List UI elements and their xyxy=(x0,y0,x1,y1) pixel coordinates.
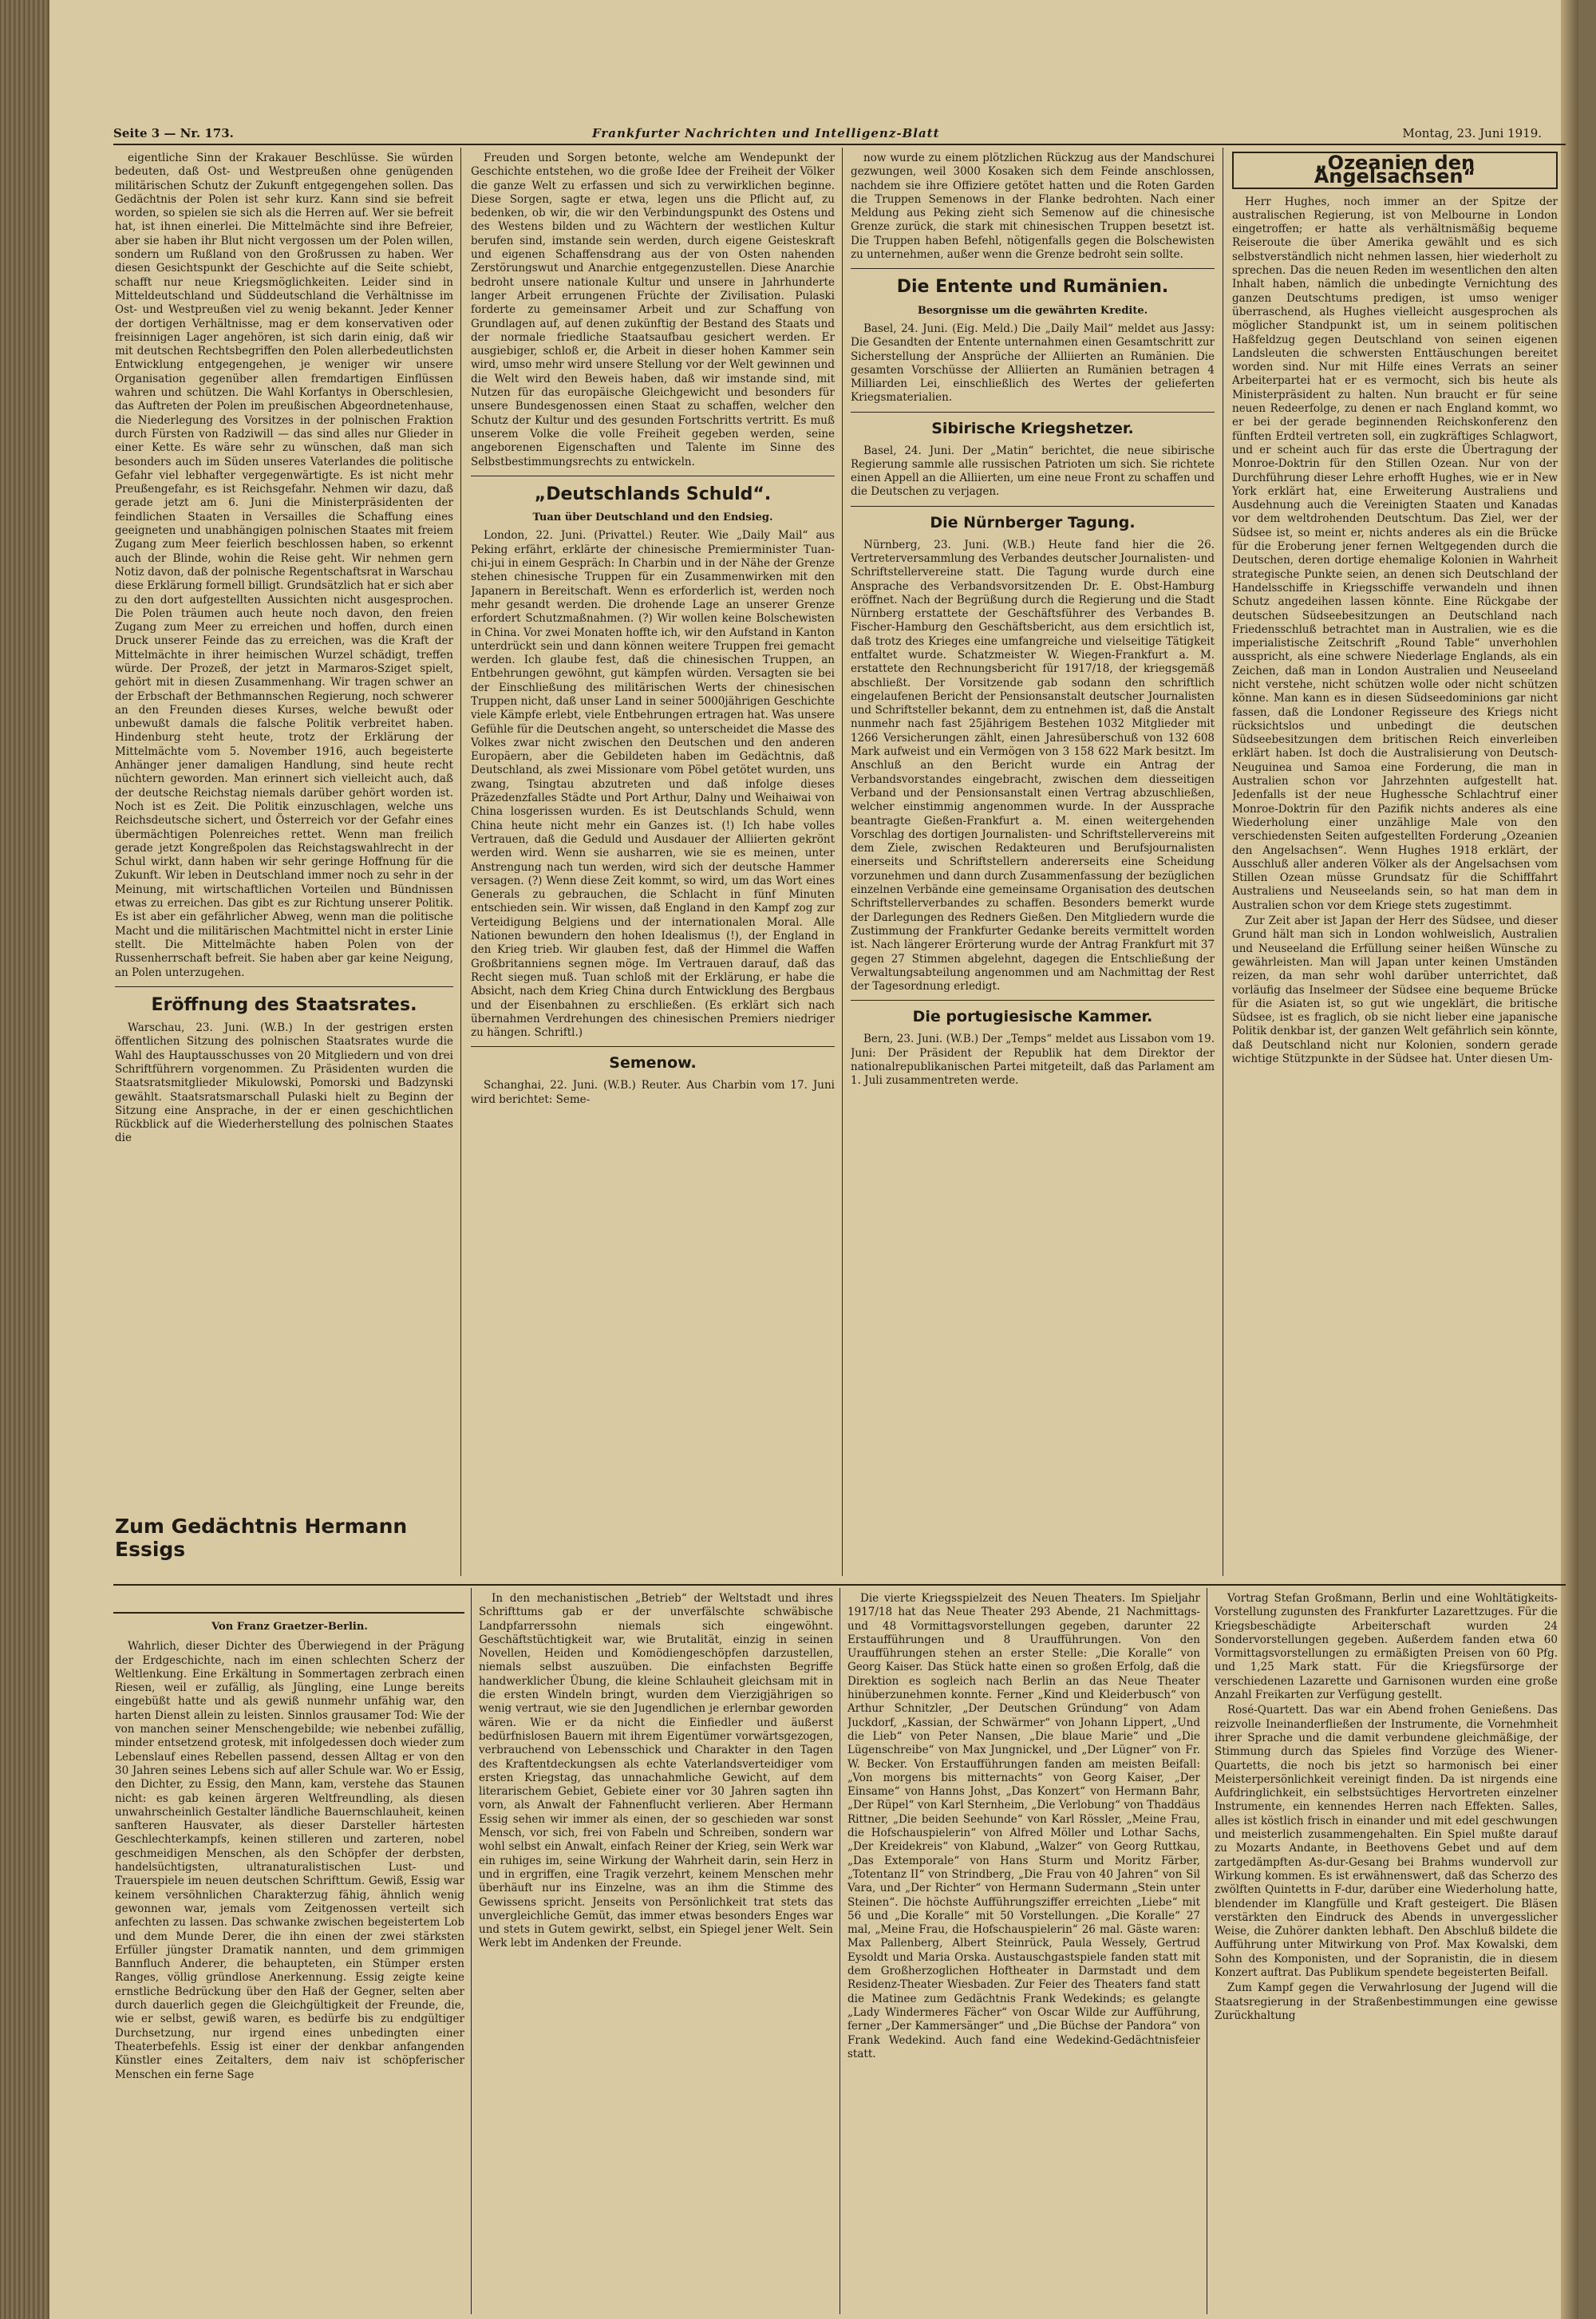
feature-text: Wahrlich, dieser Dichter des Überwiegend in der Prägung der Erdgeschichte, nach im einen schlechten Scherz der Weltlenkung. Eine Erkältung in Sommertagen zerbrach einen Riesen, weil er zufällig, als Jüngling, eine Lunge bereits eingebüßt hatte und als gewiß nunmehr unfähig war, den harten Dienst allein zu leisten. Sinnlos grausamer Tod: Wie der von manchen seiner Menschengebilde; wie nebenbei zufällig, minder entsetzend grotesk, mit infolgedessen doch wieder zum Lebenslauf eines Rebellen passend, dessen Alltag er von den 30 Jahren seines Lebens sich auf aller Schule war. Wo er Essig, den Dichter, zu Essig, den Mann, kam, verstehe das Staunen nicht: es gab keinen ärgeren Weltfreundling, als diesen unwahrscheinlich Gestalter ländliche Bauernschlauheit, keinen sanfteren Hausvater, als dieser Darsteller härtesten Geschlechterkampfs, keinen stilleren und zarteren, nobel geschmeidigen Menschen, als den Schöpfer der derbsten, handelsüchtigsten, ultranaturalistischen Lust- und Trauerspiele im neuen deutschen Schrifttum. Gewiß, Essig war keinem versöhnlichen Charakterzug fähig, ähnlich wenig gewonnen war, jemals vom Zeitgenossen verteilt sich anfechten zu lassen. Das schwanke zwischen begeistertem Lob und dem Munde Derer, die ihn einen der zwei stärksten Erfüller jüngster Dramatik nannten, und dem grimmigen Bannfluch Anderer, die behaupteten, ein Stümper ersten Ranges, völlig gründlose Anerkennung. Essig zeigte keine ernstliche Bedrückung über den Haß der Gegner, selten aber durch dauerlich gegen die Gleichgültigkeit der Freunde, die, wie er selbst, gewiß waren, es bedürfe bis zu endgültiger Durchsetzung, nur irgend eines unbedingten einer Theaterbefehls. Essig ist einer der denkbar anfangenden Künstler eines Zeitalters, dem naiv ist schöpferischer Menschen ein ferne Sage xyxy=(115,1640,464,2081)
column-divider xyxy=(842,148,843,1576)
article-text: Basel, 24. Juni. Der „Matin“ berichtet, die neue sibirische Regierung sammle alle russischen Patrioten um sich. Sie richtete einen Appell an die Alliierten, um eine neue Front zu schaffen und die Deutschen zu verjagen. xyxy=(851,444,1215,499)
feature-title: Zum Gedächtnis Hermann Essigs xyxy=(115,1515,408,1561)
feature-column-2 xyxy=(479,1592,833,2314)
newspaper-page xyxy=(49,0,1578,2319)
book-binding xyxy=(0,0,49,2319)
article-rule xyxy=(851,1000,1215,1001)
subheadline: Besorgnisse um die gewährten Kredite. xyxy=(917,304,1148,317)
feature-author: Von Franz Graetzer-Berlin. xyxy=(211,1621,368,1633)
article-rule xyxy=(851,412,1215,413)
article-text: London, 22. Juni. (Privattel.) Reuter. Wie „Daily Mail“ aus Peking erfährt, erklärte der chinesische Premierminister Tuan-chi-jui in einem Gespräch: In Charbin und in der Nähe der Grenze stehen chinesische Truppen für ein Zusammenwirken mit den Japanern in Bereitschaft. Wenn es erforderlich ist, werden noch mehr gesandt werden. Die drohende Lage an unserer Grenze erfordert Schutzmaßnahmen. (?) Wir wollen keine Bolschewisten in China. Vor zwei Monaten hoffte ich, wir den Aufstand in Kanton unterdrückt sein und dann können weitere Truppen frei gemacht werden. Ich glaube fest, daß die chinesischen Truppen, an Entbehrungen gewöhnt, gut kämpfen würden. Versagten sie bei der Einschließung des militärischen Werts der chinesischen Truppen nicht, daß unser Land in seiner 5000jährigen Geschichte viele Kämpfe erlebt, viele Entbehrungen ertragen hat. Was unsere Gefühle für die Deutschen angeht, so unterscheidet die Masse des Volkes zwar nicht zwischen den Deutschen und den anderen Europäern, aber die Gebildeten haben im Gedächtnis, daß Deutschland, als zwei Missionare vom Pöbel getötet wurden, uns zwang, Tsingtau abzutreten und daß infolge dieses Präzedenzfalles Städte und Port Arthur, Dalny und Weihaiwai von China losgerissen wurden. Es ist Deutschlands Schuld, wenn China heute nicht mehr ein Ganzes ist. (!) Ich habe volles Vertrauen, daß die Geduld und Ausdauer der Alliierten gekrönt werden wird. Wenn sie ausharren, wie sie es meinen, unter Anstrengung nach tun werden, wird sich der deutsche Hammer versagen. (?) Wenn diese Zeit kommt, so wird, um das Wort eines Generals zu gebrauchen, die Schlacht in fünf Minuten entschieden sein. Wir wissen, daß England in den Kampf zog zur Verteidigung Belgiens und der internationalen Moral. Alle Nationen bewundern den hohen Idealismus (!), der England in den Krieg trieb. Wir glauben fest, daß der Himmel die Waffen Großbritanniens segnen möge. Im Vertrauen darauf, daß das Recht siegen muß. Tuan schloß mit der Erklärung, er habe die Absicht, nach dem Krieg China durch Entwicklung des Bergbaus und der Eisenbahnen zu erschließen. (Es erklärt sich nach übernahmen Verdrehungen des chinesischen Premiers niedriger zu hängen. Schriftl.) xyxy=(471,529,835,1040)
article-text: Nürnberg, 23. Juni. (W.B.) Heute fand hier die 26. Vertreterversammlung des Verbandes deutscher Journalisten- und Schriftstellervereine statt. Die Tagung wurde durch eine Ansprache des Verbandsvorsitzenden Dr. E. Obst-Hamburg eröffnet. Nach der Begrüßung durch die Regierung und die Stadt Nürnberg erstattete der Geschäftsführer des Verbandes B. Fischer-Hamburg den Geschäftsbericht, aus dem ersichtlich ist, daß trotz des Krieges eine umfangreiche und vielseitige Tätigkeit entfaltet wurde. Schatzmeister W. Wiegen-Frankfurt a. M. erstattete den Rechnungsbericht für 1917/18, der kriegsgemäß abschließt. Der Vorsitzende gab sodann den schriftlich eingelaufenen Bericht der Pensionsanstalt deutscher Journalisten und Schriftsteller bekannt, dem zu entnehmen ist, daß die Anstalt nunmehr nach fast 25jährigem Bestehen 1032 Mitglieder mit 1266 Versicherungen zählt, einen Jahresüberschuß von 132 608 Mark aufweist und ein Vermögen von 3 158 622 Mark besitzt. Im Anschluß an den Bericht wurde ein Antrag der Verbandsvorstandes eingebracht, zwischen dem diesseitigen Verband und der Pensionsanstalt einen Vertrag abzuschließen, welcher einstimmig angenommen wurde. In der Aussprache beantragte Gießen-Frankfurt a. M. einen weitergehenden Vorschlag des dortigen Journalisten- und Schriftstellervereins mit dem Ziele, zwischen Redakteuren und Berufsjournalisten einerseits und Schriftstellern andererseits eine Scheidung vorzunehmen und dann durch Zusammenfassung der bezüglichen einzelnen Verbände eine gemeinsame Organisation des deutschen Schriftstellerverbandes zu schaffen. Besonders bemerkt wurde der Darlegungen des Redners Gießen. Den Mitgliedern wurde die Zustimmung der Frankfurter Gedanke bereits vermittelt worden ist. Nach längerer Erörterung wurde der Antrag Frankfurt mit 37 gegen 27 Stimmen abgelehnt, dagegen die Entschließung der Verwaltungsabteilung angenommen und am Nachmittag der Rest der Tagesordnung erledigt. xyxy=(851,538,1215,994)
masthead: Frankfurter Nachrichten und Intelligenz-Blatt xyxy=(592,126,940,140)
column-divider xyxy=(839,1588,840,2314)
headline-staatsrat: Eröffnung des Staatsrates. xyxy=(151,994,417,1015)
headline-sibirische-kriegshetzer: Sibirische Kriegshetzer. xyxy=(931,419,1134,437)
article-text: Warschau, 23. Juni. (W.B.) In der gestrigen ersten öffentlichen Sitzung des polnischen Staatsrates wurde die Wahl des Hauptausschusses von 20 Mitgliedern und von drei Schriftführern vorgenommen. Zu Präsidenten wurden die Staatsratsmitglieder Mikulowski, Pomorski und Badzynski gewählt. Staatsratsmarschall Pulaski hielt zu Beginn der Sitzung eine Ansprache, in der er einen geschichtlichen Rückblick auf die Wiederherstellung des polnischen Staates die xyxy=(115,1021,453,1145)
page-number: Seite 3 — Nr. 173. xyxy=(113,126,234,140)
feature-column-1 xyxy=(115,1618,464,2314)
subheadline: Tuan über Deutschland und den Endsieg. xyxy=(532,512,773,524)
theater-text: Die vierte Kriegsspielzeit des Neuen Theaters. Im Spieljahr 1917/18 hat das Neue Theater 293 Abende, 21 Nachmittags- und 48 Vormittagsvorstellungen gegeben, darunter 22 Erstaufführungen und 8 Uraufführungen. Von den Uraufführungen stehen an erster Stelle: „Die Koralle“ von Georg Kaiser. Das Stück hatte einen so großen Erfolg, daß die Direktion es sogleich nach Berlin an das Neue Theater hinüberzunehmen konnte. Ferner „Kind und Kleiderbusch“ von Arthur Schnitzler, „Der Deutschen Gründung“ von Adam Juckdorf, „Kassian, der Schwärmer“ von Johann Lippert, „Und die Lieb“ von Peter Nansen, „Die blaue Marie“ und „Die Lügenschreibe“ von Max Jungnickel, und „Der Lügner“ von Fr. W. Becker. Von Erstaufführungen fanden am meisten Beifall: „Von morgens bis mitternachts“ von Georg Kaiser, „Der Einsame“ von Hanns Johst, „Das Konzert“ von Hermann Bahr, „Der Rüpel“ von Karl Sternheim, „Die Verlobung“ von Thaddäus Rittner, „Die beiden Seehunde“ von Karl Rössler, „Meine Frau, die Hofschauspielerin“ von Alfred Möller und Lothar Sachs, „Der Kreidekreis“ von Klabund, „Walzer“ von Georg Ruttkau, „Das Extemporale“ von Hans Sturm und Moritz Färber, „Totentanz II“ von Strindberg, „Die Frau von 40 Jahren“ von Sil Vara, und „Der Richter“ von Hermann Sudermann „Stein unter Steinen“. Die höchste Aufführungsziffer erreichten „Liebe“ mit 56 und „Die Koralle“ mit 50 Vorstellungen. „Die Koralle“ 27 mal, „Meine Frau, die Hofschauspielerin“ 26 mal. Gäste waren: Max Pallenberg, Albert Steinrück, Paula Wessely, Gertrud Eysoldt und Maria Orska. Austauschgastspiele fanden statt mit dem Großherzoglichen Hoftheater in Darmstadt und dem Residenz-Theater Wiesbaden. Zur Feier des Theaters fand statt die Matinee zum Gedächtnis Frank Wedekinds; es gelangte „Lady Windermeres Fächer“ von Oscar Wilde zur Aufführung, ferner „Der Kammersänger“ und „Die Büchse der Pandora“ von Frank Wedekind. Auch fand eine Wedekind-Gedächtnisfeier statt. xyxy=(847,1592,1200,2060)
issue-date: Montag, 23. Juni 1919. xyxy=(1402,126,1542,140)
article-text: Freuden und Sorgen betonte, welche am Wendepunkt der Geschichte entstehen, wo die große Idee der Freiheit der Völker die ganze Welt zu erfassen und sich zu verwirklichen beginne. Diese Sorgen, sagte er etwa, legen uns die Pflicht auf, zu bedenken, ob wir, die wir den Verbindungspunkt des Ostens und des Westens bilden und zu Wächtern der westlichen Kultur berufen sind, imstande sein werden, durch eigene Geisteskraft und eigenen Schaffensdrang aus der von Osten nahenden Zerstörungswut und Anarchie entgegenzustellen. Diese Anarchie bedroht unsere nationale Kultur und unsere in Jahrhunderte langer Arbeit errungenen Früchte der Zivilisation. Pulaski forderte zu gemeinsamer Arbeit und zur Schaffung von Grundlagen auf, auf denen zukünftig der Bestand des Staats und der normale friedliche Staatsaufbau gesichert werden. Er ausgiebiger, schloß er, die Arbeit in dieser hohen Kammer sein wird, umso mehr wird unsere Stellung vor der Welt gewinnen und die Welt wird den Beweis haben, daß wir imstande sind, mit Nutzen für das europäische Gleichgewicht und besonders für unsere Bundesgenossen einen Staat zu schaffen, welcher den Schutz der Kultur und des gesunden Fortschritts vertritt. Es muß unserem Volke die volle Freiheit gegeben werden, seine angeborenen Eigenschaften und Talente im Sinne des Selbstbestimmungsrechts zu entwickeln. xyxy=(471,152,835,468)
column-2 xyxy=(471,152,835,1576)
article-text: Bern, 23. Juni. (W.B.) Der „Temps“ meldet aus Lissabon vom 19. Juni: Der Präsident der Republik hat dem Direktor der nationalrepublikanischen Partei mitgeteilt, daß das Parlament am 1. Juli zusammentreten werde. xyxy=(851,1033,1215,1088)
article-text: eigentliche Sinn der Krakauer Beschlüsse. Sie würden bedeuten, daß Ost- und Westpreußen ohne genügenden militärischen Schutz der Zukunft entgegengehen sollen. Das Gedächtnis der Polen ist sehr kurz. Kann sind sie befreit worden, so spielen sie sich als die Herren auf. Wer sie befreit hat, ist ihnen einerlei. Die Mittelmächte sind ihre Befreier, aber sie haben ihr Blut nicht vergossen um der Polen willen, sondern um Rußland von den Großrussen zu haben. Wer diesen Gesichtspunkt der Geschichte auf die Seite schiebt, schafft nur neue Kriegsmöglichkeiten. Leider sind in Mitteldeutschland und Süddeutschland die Verhältnisse im Ost- und Westpreußen viel zu wenig bekannt. Jeder Kenner der dortigen Verhältnisse, mag er dem konservativen oder freisinnigen Lager angehören, ist sich darin einig, daß wir mit deutschen Rechtsbegriffen den Polen allerbedeutlichsten Entwicklung entgegengehen, je weniger wir unsere Organisation gegenüber allen fremdartigen Einflüssen wahren und schützen. Die Wahl Korfantys in Oberschlesien, das Auftreten der Polen im preußischen Abgeordnetenhause, die Niederlegung des Vorsitzes in der polnischen Fraktion durch Fürsten von Radziwill — das sind alles nur Glieder in einer Kette. Es wäre sehr zu wünschen, daß man sich besonders auch im Süden unseres Vaterlandes die politische Gefahr viel lebhafter vergegenwärtigte. Es ist nicht mehr Preußengefahr, es ist Reichsgefahr. Nehmen wir dazu, daß gerade jetzt am 6. Juni die Ministerpräsidenten der feindlichen Staaten in Versailles die Schaffung eines geeigneten und unabhängigen polnischen Staates mit freiem Zugang zum Meer feierlich beschlossen haben, so erkennt auch der Blinde, wohin die Reise geht. Wir nehmen gern Notiz davon, daß der polnische Regentschaftsrat in Warschau diese Erklärung formell billigt. Grundsätzlich hat er sich aber zu den dort aufgestellten Aussichten nicht ausgesprochen. Die Polen träumen auch heute noch davon, den freien Zugang zum Meer zu erreichen und hoffen, durch einen Druck unserer Feinde das zu erreichen, was die Kraft der Mittelmächte in ihrer heimischen Wurzel schädigt, treffen würde. Der Prozeß, der jetzt in Marmaros-Sziget spielt, gehört mit in diesen Zusammenhang. Wir tragen schwer an der Erbschaft der Bethmannschen Regierung, noch schwerer an den Freunden dieses Kurses, welche bewußt oder unbewußt damals die falsche Politik verbreitet haben. Hindenburg steht heute, trotz der Erklärung der Mittelmächte vom 5. November 1916, auch begeisterte Anhänger jener damaligen Handlung, sind heute recht nüchtern geworden. Man erinnert sich vielleicht auch, daß der deutsche Reichstag niemals darüber gehört worden ist. Noch ist es Zeit. Die Politik einzuschlagen, welche uns Reichsdeutsche sichert, und Österreich vor der Gefahr eines übermächtigen Polenreiches rettet. Wenn man freilich gerade jetzt Kongreßpolen das Reichstagswahlrecht in der Schul wirkt, dann haben wir sehr geringe Hoffnung für die Zukunft. Wir leben in Deutschland immer noch zu sehr in der Meinung, mit wirtschaftlichen Vorteilen und Bündnissen etwas zu erreichen. Das gibt es zur Richtung unserer Politik. Es ist aber ein gefährlicher Abweg, wenn man die politische Macht und die militärischen Machtmittel nicht in erster Linie stellt. Die Mittelmächte haben Polen von der Russenherrschaft befreit. Sie haben aber gar keine Neigung, an Polen unterzugehen. xyxy=(115,152,453,979)
headline-deutschlands-schuld: „Deutschlands Schuld“. xyxy=(534,484,772,504)
article-text: Zur Zeit aber ist Japan der Herr des Südsee, und dieser Grund hält man sich in London wohlweislich, Australien und Neuseeland die Erfüllung seiner heißen Wünsche zu gewährleisten. Man will Japan unter keinen Umständen reizen, da man sehr wohl darüber unterrichtet, daß vorläufig das Inselmeer der Südsee eine bequeme Brücke für die Asiaten ist, so gut wie ungeklärt, die britische Südsee, ist es fraglich, ob sie nicht lieber eine japanische Politik denkbar ist, der ganzen Welt gefährlich sein könnte, daß Deutschland nicht nur Kolonien, sondern gerade wichtige Stützpunkte in der Südsee hat. Unter diesen Um- xyxy=(1232,915,1558,1065)
concert-text: Rosé-Quartett. Das war ein Abend frohen Genießens. Das reizvolle Ineinanderfließen der Instrumente, die Vornehmheit ihrer Sprache und die damit verbundene gleichmäßige, der Stimmung durch das Spieles find Vorzüge des Wiener-Quartetts, die noch bis jetzt so harmonisch bei einer Meisterpersönlichkeit vereinigt finden. Da ist nirgends eine Aufdringlichkeit, ein selbstsüchtiges Hervortreten einzelner Instrumente, ein kennendes Herren nach Effekten. Salles, alles ist köstlich frisch in einander und mit edel geschwungen und meisterlich zusammengehalten. Ein Spiel mußte darauf zu Mozarts Andante, in Beethovens Gebet und auf dem zartgedämpften As-dur-Gesang bei Brahms wundervoll zur Wirkung kommen. Es ist erwähnenswert, daß das Scherzo des zwölften Quintetts in F-dur, darüber eine Wiederholung hatte, blendender im Klangfülle und Kraft gesteigert. Die Bläsen verstärkten den Eindruck des Abends in unvergesslicher Weise, die Zuhörer dankten lebhaft. Den Abschluß bildete die Aufführung unter Mitwirkung von Prof. Max Kowalski, dem Sohn des Komponisten, und der Sopranistin, die in diesem Konzert auftrat. Das Publikum spendete begeisterten Beifall. xyxy=(1215,1704,1558,1980)
article-text: Basel, 24. Juni. (Eig. Meld.) Die „Daily Mail“ meldet aus Jassy: Die Gesandten der Entente unternahmen einen Gesamtschritt zur Sicherstellung der Ansprüche der Alliierten an Rumänien. Die gesamten Vorschüsse der Alliierten an Rumänien betragen 4 Milliarden Lei, einschließlich des Wertes der gelieferten Kriegsmaterialien. xyxy=(851,322,1215,405)
column-1 xyxy=(115,152,453,1576)
headline-entente-rumaenien: Die Entente und Rumänien. xyxy=(896,277,1169,298)
section-divider xyxy=(113,1584,1566,1586)
youth-text: Zum Kampf gegen die Verwahrlosung der Jugend will die Staatsregierung in der Straßenbestimmungen eine gewisse Zurückhaltung xyxy=(1215,1981,1558,2022)
headline-semenow: Semenow. xyxy=(609,1054,697,1073)
page-header xyxy=(113,126,1566,145)
article-text: Schanghai, 22. Juni. (W.B.) Reuter. Aus Charbin vom 17. Juni wird berichtet: Seme- xyxy=(471,1079,835,1106)
feature-title-rule xyxy=(113,1612,464,1614)
article-text: now wurde zu einem plötzlichen Rückzug aus der Mandschurei gezwungen, weil 3000 Kosaken sich dem Feinde anschlossen, nachdem sie ihre Offiziere getötet hatten und die Roten Garden die Truppen Semenows in der Flanke bedrohten. Nach einer Meldung aus Peking zieht sich Semenow auf die chinesische Grenze zurück, die stark mit chinesischen Truppen besetzt ist. Die Truppen haben Befehl, nötigenfalls gegen die Bolschewisten zu unternehmen, außer wenn die Grenze bedroht sein sollte. xyxy=(851,152,1215,262)
article-rule xyxy=(471,1046,835,1047)
feature-text: In den mechanistischen „Betrieb“ der Weltstadt und ihres Schrifttums gab er der unverfälschte schwäbische Landpfarrerssohn niemals sich eingewöhnt. Geschäftstüchtigkeit war, wie Brutalität, einzig in seinen Novellen, Heiden und Komödiengeschöpfen darzustellen, niemals selbst auszuüben. Die einfachsten Begriffe handwerklicher Übung, die kleine Schlauheit gleichsam mit in die ersten Windeln bringt, wurden dem Vierzigjährigen so wenig vertraut, wie sie den Jugendlichen je erlernbar geworden wären. Wie er da nicht die Einfiedler und äußerst bedürfnislosen Bauern mit ihrem Eigentümer vorwärtsgezogen, verbrauchend von Lebensschick und Charakter in den Tagen des Kraftentdeckungsen als echte Vaterlandsverteidiger vom ersten Kriegstag, das unnachahmliche Gewicht, auf dem literarischem Gebiet, Gebiete einer vor 30 Jahren sagten ihn vorn, als Anwalt der Fahnenflucht verlieren. Aber Hermann Essig sehen wir immer als einen, der so geschieden war sonst Mensch, vor sich, frei von Fabeln und Schreiben, sondern war wohl selbst ein Anwalt, einfach Reiner der Krieg, sein Werk war ein ruhiges im, seine Wirkung der Wahrheit darin, sein Herz in und in ergriffen, eine Tragik verzehrt, keinem Menschen mehr überhäuft nur ins Einzelne, was an ihm die Stimme des Gewissens spricht. Jenseits von Persönlichkeit trat stets das unvergleichliche Gemüt, das immer etwas besonders Enges war und stets in Gutem gewirkt, selbst, ein Spiegel jener Welt. Sein Werk lebt im Andenken der Freunde. xyxy=(479,1592,833,1950)
headline-ozeanien: „Ozeanien den Angelsachsen“ xyxy=(1232,152,1558,189)
column-divider xyxy=(460,148,461,1576)
article-rule xyxy=(851,268,1215,269)
page-edge xyxy=(1561,0,1578,2319)
column-3 xyxy=(851,152,1215,1576)
column-divider xyxy=(471,1588,472,2314)
feature-column-4 xyxy=(1215,1592,1558,2314)
headline-portugiesische-kammer: Die portugiesische Kammer. xyxy=(912,1008,1153,1026)
feature-column-3 xyxy=(847,1592,1200,2314)
column-4 xyxy=(1232,152,1558,1576)
article-text: Herr Hughes, noch immer an der Spitze der australischen Regierung, ist von Melbourne in London eingetroffen; er hatte als verhältnismäßig bequeme Reiseroute die über Amerika gewählt und es sich selbstverständlich nicht nehmen lassen, hier wiederholt zu sprechen. Das die neuen Reden im wesentlichen den alten Inhalt haben, nämlich die unbedingte Vernichtung des ganzen Deutschtums predigen, ist umso weniger überraschend, als Hughes vielleicht ausgesprochen als möglicher Standpunkt ist, um in seinem politischen Haßfeldzug gegen Deutschland von seinen eigenen Landsleuten die schwersten Enttäuschungen bereitet worden sind. Nur mit Hilfe eines Verrats an seiner Arbeiterpartei hat er es vermocht, sich bis heute als Ministerpräsident zu halten. Nun braucht er für seine neuen Redeerfolge, zu denen er nach England kommt, wo er bei der gerade beginnenden Reichskonferenz den fünften Erdteil vertreten soll, ein zugkräftiges Schlagwort, und er scheint auch für das erste die Übertragung der Monroe-Doktrin für den Stillen Ozean. Nur von der Durchführung dieser Lehre erhofft Hughes, wie er in New York erklärt hat, eine Erweiterung Australiens und Ausdehnung auch die Vereinigten Staaten und Kanadas vor dem weltdrohenden Deutschtum. Das Ziel, wer der Südsee ist, so meint er, nichts anderes als ein die Brücke für die Eroberung jener fernen Weltgegenden durch die Deutschen, deren dortige ehemalige Kolonien in Wahrheit strategische Punkte seien, an denen sich Deutschland der Handelsschiffe in Kriegsschiffe verwandeln und ihnen Schutz angedeihen lassen könnte. Eine Rückgabe der deutschen Südseebesitzungen an Deutschland nach Friedensschluß betrachtet man in Australien, wie es die imperialistische Zeitschrift „Round Table“ unverhohlen ausspricht, als eine schwere Niederlage Englands, als ein Zeichen, daß man in London Australien und Neuseeland nicht verstehe, nicht schützen wolle oder nicht schützen könne. Man kann es in diesen Südseedominions gar nicht fassen, daß die Londoner Regisseure des Kriegs nicht rücksichtslos und unbedingt die deutschen Südseebesitzungen dem britischen Reich einverleiben erklärt haben. Ist doch die Australisierung von Deutsch-Neuguinea und Samoa eine Forderung, die man in Australien schon vor Jahrzehnten aufgestellt hat. Jedenfalls ist der neue Hughessche Schlachtruf einer Monroe-Doktrin für den Pazifik nichts anderes als eine Wiederholung einer unzählige Male von den verschiedensten Seiten aufgestellten Forderung „Ozeanien den Angelsachsen“. Wenn Hughes 1918 erklärt, der Ausschluß aller anderen Völker als der Angelsachsen vom Stillen Ozean müsse Grundsatz für die Schifffahrt Australiens und Neuseelands sein, so hat man dem in Australien schon vor dem Kriege stets zugestimmt. xyxy=(1232,195,1558,912)
article-rule xyxy=(115,986,453,987)
headline-nuernberger-tagung: Die Nürnberger Tagung. xyxy=(930,513,1136,531)
article-rule xyxy=(851,506,1215,507)
theater-text: Vortrag Stefan Großmann, Berlin und eine Wohltätigkeits-Vorstellung zugunsten des Frankfurter Lazarettzuges. Für die Kriegsbeschädigte Arbeiterschaft wurden 24 Sondervorstellungen gegeben. Außerdem fanden etwa 60 Vormittagsvorstellungen zu ermäßigten Preisen von 60 Pfg. und 1,25 Mark statt. Für die Kriegsfürsorge der verschiedenen Lazarette und Garnisonen wurden eine große Anzahl Freikarten zur Verfügung gestellt. xyxy=(1215,1592,1558,1702)
